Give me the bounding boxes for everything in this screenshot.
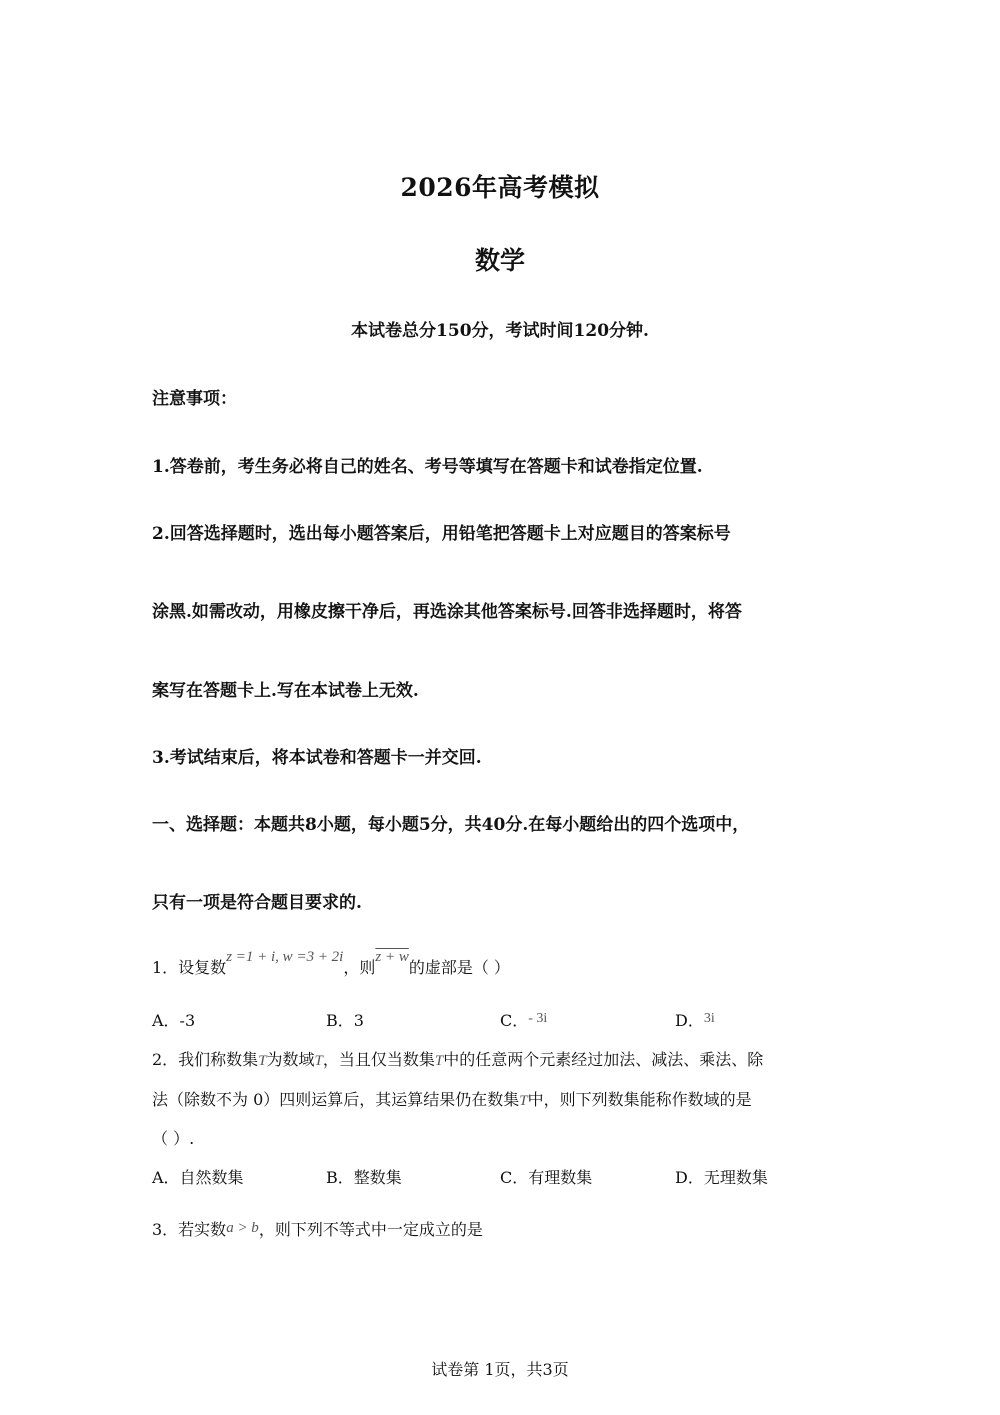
question-1-option-d-label: D． — [675, 1011, 704, 1030]
question-2-line-2 — [152, 1087, 752, 1110]
question-2-var-t: T — [314, 1053, 323, 1069]
question-1-prefix: 1．设复数 — [152, 958, 227, 977]
notice-item-3: 3.考试结束后，将本试卷和答题卡一并交回. — [152, 748, 482, 768]
notice-item-2-line-2: 涂黑.如需改动，用橡皮擦干净后，再选涂其他答案标号.回答非选择题时，将答 — [152, 602, 742, 622]
question-2-line-3: （ ）. — [152, 1129, 195, 1148]
question-2-option-a: A．自然数集 — [152, 1168, 244, 1187]
question-3-prefix: 3．若实数 — [152, 1220, 227, 1239]
question-2-var-t: T — [258, 1053, 267, 1069]
question-3-formula: a > b — [226, 1220, 259, 1236]
question-2-text-f: 中，则下列数集能称作数域的是 — [527, 1090, 752, 1109]
exam-subject: 数学 — [474, 246, 525, 275]
question-3 — [152, 1217, 483, 1240]
question-1-option-c-math: - 3i — [528, 1011, 548, 1026]
question-2-text-c: ，当且仅当数集 — [322, 1050, 435, 1069]
notice-item-2-line-3: 案写在答题卡上.写在本试卷上无效. — [152, 681, 419, 701]
section-1-line-1: 一、选择题：本题共8小题，每小题5分，共40分.在每小题给出的四个选项中， — [152, 815, 750, 835]
question-3-suffix: ，则下列不等式中一定成立的是 — [258, 1220, 483, 1239]
question-2-text-b: 为数域 — [266, 1050, 315, 1069]
question-1-suffix: 的虚部是（ ） — [408, 958, 510, 977]
question-1-formula-zw: z =1 + i, w =3 + 2i — [226, 949, 344, 965]
question-1-formula-conj: z + w — [375, 949, 409, 965]
question-2-var-t: T — [434, 1053, 444, 1069]
notice-item-2-line-1: 2.回答选择题时，选出每小题答案后，用铅笔把答题卡上对应题目的答案标号 — [152, 524, 731, 544]
question-1-option-c-label: C． — [500, 1011, 529, 1030]
question-2-var-t: T — [519, 1093, 528, 1109]
notice-heading: 注意事项： — [152, 389, 237, 409]
exam-title: 2026年高考模拟 — [400, 173, 600, 202]
question-2-option-b: B．整数集 — [326, 1168, 402, 1187]
exam-info: 本试卷总分150分，考试时间120分钟. — [351, 321, 649, 341]
question-1-option-d — [675, 1008, 715, 1031]
notice-item-1: 1.答卷前，考生务必将自己的姓名、考号等填写在答题卡和试卷指定位置. — [152, 457, 703, 477]
question-1-option-d-math: 3i — [703, 1011, 715, 1026]
question-2-line-1 — [152, 1047, 763, 1070]
question-2-option-c: C．有理数集 — [500, 1168, 593, 1187]
question-1-option-b: B．3 — [326, 1011, 364, 1030]
question-2-text-e: 法（除数不为 0）四则运算后，其运算结果仍在数集 — [152, 1090, 520, 1109]
question-2-option-d: D．无理数集 — [675, 1168, 768, 1187]
question-1 — [152, 949, 510, 978]
section-1-line-2: 只有一项是符合题目要求的. — [152, 893, 362, 913]
question-1-mid: ，则 — [343, 958, 376, 977]
page-footer: 试卷第 1页，共3页 — [431, 1360, 569, 1379]
question-2-text-d: 中的任意两个元素经过加法、减法、乘法、除 — [443, 1050, 764, 1069]
question-1-option-a: A．-3 — [152, 1011, 196, 1030]
question-1-option-c — [500, 1008, 547, 1031]
question-2-text-a: 2．我们称数集 — [152, 1050, 259, 1069]
